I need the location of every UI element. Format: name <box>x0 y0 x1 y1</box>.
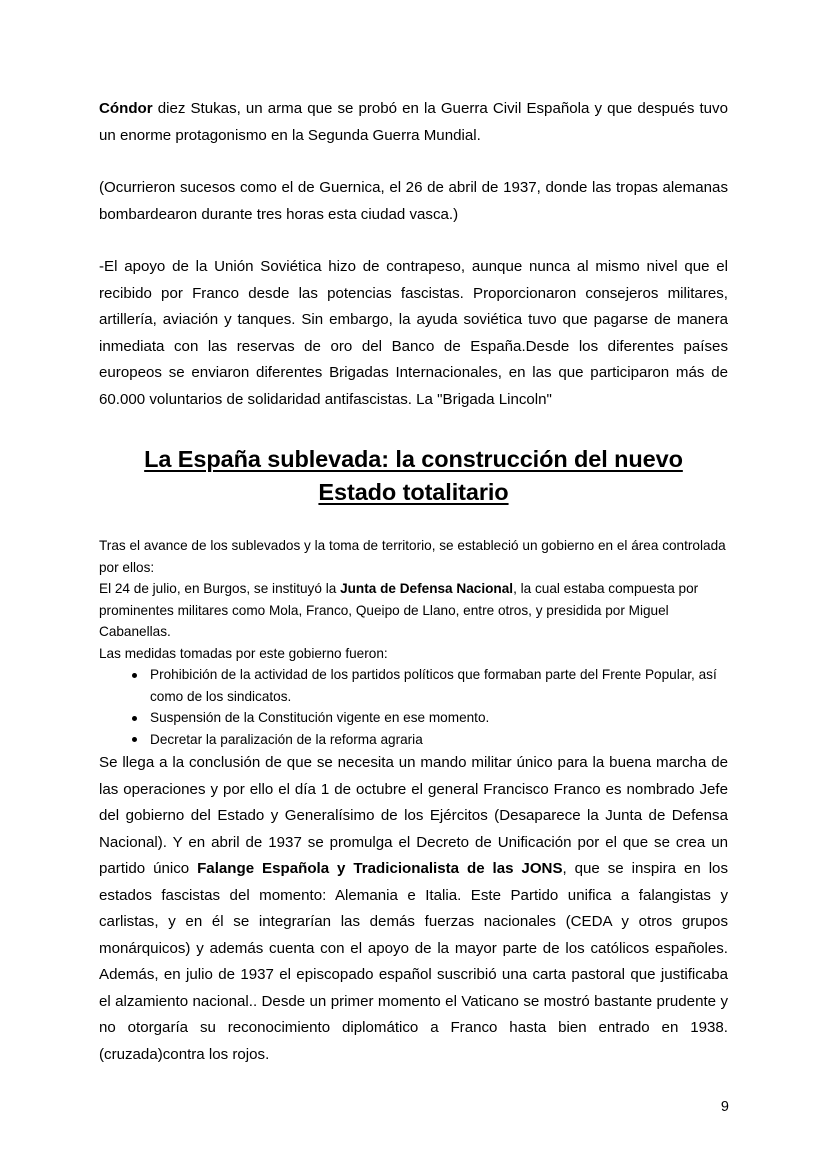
page-title-line-2: Estado totalitario <box>318 479 509 505</box>
spacer <box>99 509 728 535</box>
bullet-icon <box>132 716 137 721</box>
section-intro: Tras el avance de los sublevados y la toma de territorio, se estableció un gobierno en el área controlada por ellos: <box>99 538 726 575</box>
paragraph-mando-unico-part1: Se llega a la conclusión de que se necesita un mando militar único para la buena marcha de las operaciones y por ello el día 1 de octubre el general Francisco Franco es nombrado Jefe del gobierno del Estado y Generalísimo de los Ejércitos (Desaparece la Junta de Defensa Nacional). Y en abril de 1937 se promulga el Decreto de Unificación por el que se crea un partido único <box>99 754 728 877</box>
page-title-line-1: La España sublevada: la construcción del nuevo <box>144 446 683 472</box>
list-item <box>99 729 728 751</box>
section-junta-post: , la cual estaba compuesta por prominentes militares como Mola, Franco, Queipo de Llano, entre otros, y presidida por Miguel Cabanellas. <box>99 581 699 639</box>
paragraph-apoyo-sovietico: -El apoyo de la Unión Soviética hizo de contrapeso, aunque nunca al mismo nivel que el recibido por Franco desde las potencias fascistas. Proporcionaron consejeros militares, artillería, aviación y tanques. Sin embargo, la ayuda soviética tuvo que pagarse de manera inmediata con las reservas de oro del Banco de España.Desde los diferentes países europeos se enviaron diferentes Brigadas Internacionales, en las que participaron más de 60.000 voluntarios de solidaridad antifascistas. La "Brigada Lincoln" <box>99 258 728 408</box>
paragraph-mando-unico-part2: , que se inspira en los estados fascistas del momento: Alemania e Italia. Este Partido unifica a falangistas y carlistas, y en él se integrarían las demás fuerzas nacionales (CEDA y otros grupos monárquicos) y además cuenta con el apoyo de la mayor parte de los católicos españoles. Además, en julio de 1937 el episcopado español suscribió una carta pastoral que justificaba el alzamiento nacional.. Desde un primer momento el Vaticano se mostró bastante prudente y no otorgaría su reconocimiento diplomático a Franco hasta bien entrado en 1938. (cruzada)contra los rojos. <box>99 860 728 1063</box>
list-item-label: Suspensión de la Constitución vigente en ese momento. <box>150 710 490 725</box>
page-content <box>99 96 728 1068</box>
paragraph-condor-lead: Cóndor <box>99 100 153 117</box>
section-junta-name: Junta de Defensa Nacional <box>340 581 514 596</box>
spacer <box>99 149 728 175</box>
paragraph-condor-body: diez Stukas, un arma que se probó en la Guerra Civil Española y que después tuvo un enorme protagonismo en la Segunda Guerra Mundial. <box>99 100 728 144</box>
paragraph-mando-unico <box>99 750 728 1068</box>
section-junta-pre: El 24 de julio, en Burgos, se instituyó la <box>99 581 341 596</box>
measures-list <box>99 664 728 750</box>
page-title <box>99 443 728 509</box>
bullet-icon <box>132 673 137 678</box>
spacer <box>99 228 728 254</box>
paragraph-guernica: (Ocurrieron sucesos como el de Guernica, el 26 de abril de 1937, donde las tropas alemanas bombardearon durante tres horas esta ciudad vasca.) <box>99 179 728 223</box>
page-number: 9 <box>720 1099 729 1115</box>
paragraph-condor <box>99 96 728 149</box>
section-junta <box>99 578 728 643</box>
paragraph-party-name: Falange Española y Tradicionalista de las JONS <box>197 860 563 877</box>
list-item-label: Decretar la paralización de la reforma agraria <box>150 731 423 747</box>
list-item <box>99 664 728 707</box>
bullet-icon <box>132 737 137 742</box>
list-item <box>99 707 728 729</box>
spacer <box>99 413 728 443</box>
section-gobierno-sublevado <box>99 535 728 750</box>
section-measures-intro: Las medidas tomadas por este gobierno fueron: <box>99 645 388 661</box>
list-item-label: Prohibición de la actividad de los partidos políticos que formaban parte del Frente Popular, así como de los sindicatos. <box>150 667 717 704</box>
